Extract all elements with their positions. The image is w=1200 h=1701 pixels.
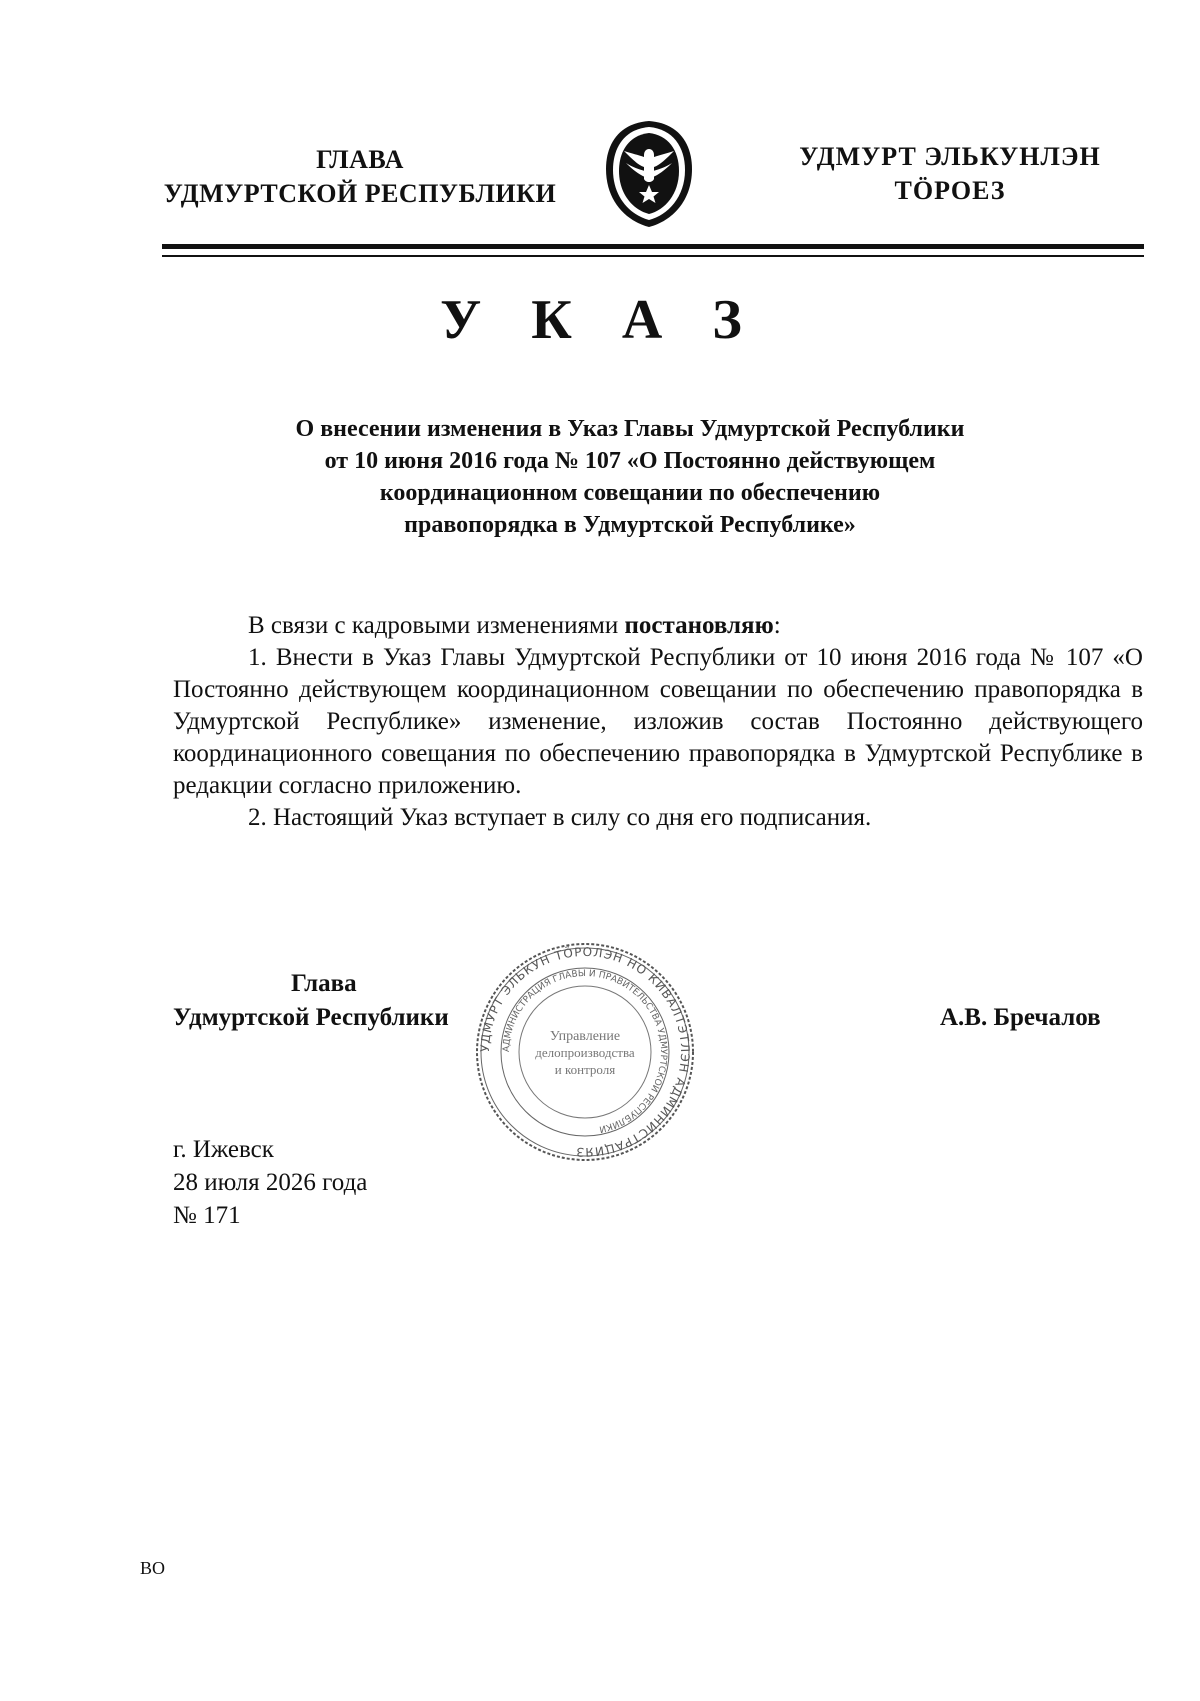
stamp-center-line2: делопроизводства	[535, 1045, 635, 1060]
header-left-line1: ГЛАВА	[316, 145, 404, 174]
stamp-center-line3: и контроля	[554, 1062, 616, 1077]
signatory-title	[173, 967, 513, 1035]
header-right-line2: ТӦРОЕЗ	[894, 176, 1006, 205]
document-title: У К А З	[440, 289, 760, 351]
udmurt-coat-of-arms-icon	[600, 117, 698, 231]
item-2-paragraph: 2. Настоящий Указ вступает в силу со дня его подписания.	[248, 804, 872, 831]
subject-line: от 10 июня 2016 года № 107 «О Постоянно действующем	[324, 448, 936, 474]
footer-code: ВО	[140, 1558, 166, 1578]
signatory-title-line2: Удмуртской Республики	[173, 1004, 449, 1031]
subject-line: О внесении изменения в Указ Главы Удмуртской Республики	[295, 416, 965, 442]
place-date-number	[173, 1133, 573, 1232]
intro-text: В связи с кадровыми изменениями	[248, 612, 625, 639]
item-1-paragraph: 1. Внести в Указ Главы Удмуртской Республики от 10 июня 2016 года № 107 «О Постоянно действующем координационном совещании по обеспечению правопорядка в Удмуртской Республике» изменение, изложив состав Постоянно действующего координационного совещания по обеспечению правопорядка в Удмуртской Республике в редакции согласно приложению.	[173, 644, 1143, 799]
header-right-line1: УДМУРТ ЭЛЬКУНЛЭН	[799, 142, 1101, 171]
intro-paragraph	[173, 610, 1143, 642]
stamp-center-line1: Управление	[549, 1029, 621, 1044]
subject-line: правопорядка в Удмуртской Республике»	[404, 512, 856, 538]
signatory-name: А.В. Бречалов	[940, 1004, 1101, 1031]
decree-date: 28 июля 2026 года	[173, 1169, 368, 1196]
decree-subject	[200, 413, 1060, 541]
header-right-title	[760, 140, 1140, 208]
header-divider-thin	[162, 255, 1144, 257]
stamp-inner-text: АДМИНИСТРАЦИЯ ГЛАВЫ И ПРАВИТЕЛЬСТВА УДМУРТСКОЙ РЕСПУБЛИКИ	[501, 968, 669, 1134]
intro-resolution-word: постановляю	[624, 612, 774, 639]
official-stamp	[473, 940, 697, 1164]
header-divider-thick	[162, 244, 1144, 249]
decree-number: № 171	[173, 1202, 241, 1229]
stamp-outer-text: УДМУРТ ЭЛЬКУН ТӦРОЛЭН НО КИВАЛТЭТЛЭН АДМИНИСТРАЦИЯЗ	[477, 944, 693, 1160]
header-left-title	[150, 143, 570, 211]
city: г. Ижевск	[173, 1136, 274, 1163]
header-left-line2: УДМУРТСКОЙ РЕСПУБЛИКИ	[163, 179, 557, 208]
subject-line: координационном совещании по обеспечению	[379, 480, 881, 506]
intro-end: :	[773, 612, 781, 639]
decree-body	[173, 610, 1143, 834]
signatory-title-line1: Глава	[291, 970, 357, 997]
